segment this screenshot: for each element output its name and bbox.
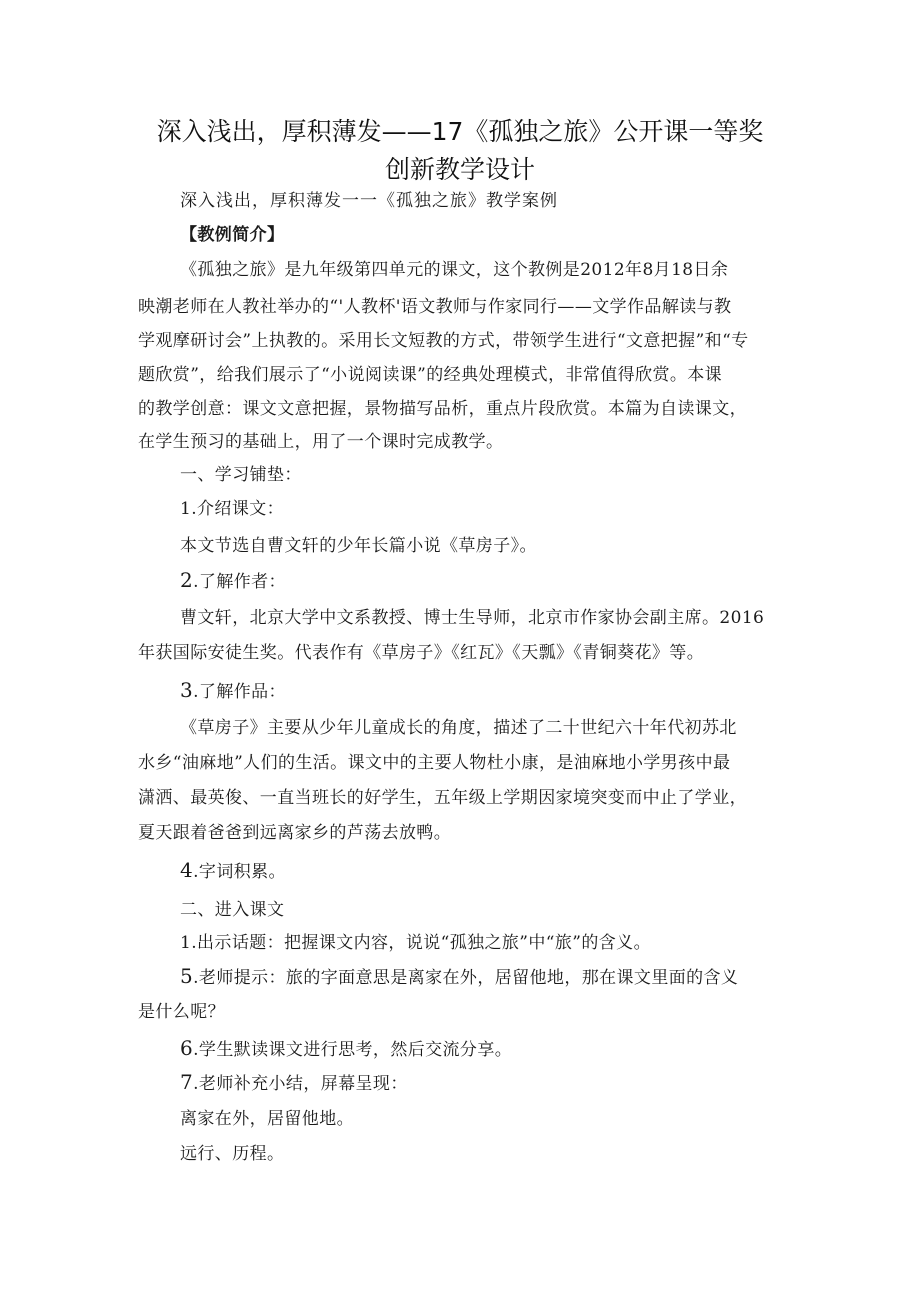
item-2-number: 2 <box>180 568 194 592</box>
item-3-body-line: 水乡“油麻地”人们的生活。课文中的主要人物杜小康，是油麻地小学男孩中最 <box>138 753 731 773</box>
item-3-body-line: 夏天跟着爸爸到远离家乡的芦荡去放鸭。 <box>138 823 452 843</box>
part-one-heading: 一、学习铺垫： <box>180 465 302 485</box>
item-2-body-line: 年获国际安徒生奖。代表作有《草房子》《红瓦》《天瓢》《青铜葵花》等。 <box>138 643 705 663</box>
document-subtitle: 深入浅出，厚积薄发一一《孤独之旅》教学案例 <box>180 191 558 211</box>
item-3-number: 3 <box>180 678 194 702</box>
part-two-heading: 二、进入课文 <box>180 900 285 920</box>
item-4-label: .字词积累。 <box>193 862 286 882</box>
item-6-text: .学生默读课文进行思考，然后交流分享。 <box>193 1040 513 1060</box>
part-two-item-5-continued: 是什么呢？ <box>138 1002 225 1022</box>
item-5-number: 5 <box>180 964 194 988</box>
document-title-line-2: 创新教学设计 <box>384 155 535 184</box>
intro-paragraph-line: 题欣赏”，给我们展示了“小说阅读课”的经典处理模式，非常值得欣赏。本课 <box>138 365 723 385</box>
answer-line-2: 远行、历程。 <box>180 1144 285 1164</box>
item-4-heading <box>180 857 790 885</box>
document-title-line-1: 深入浅出，厚积薄发——17《孤独之旅》公开课一等奖 <box>156 117 764 146</box>
item-1-body: 本文节选自曹文轩的少年长篇小说《草房子》。 <box>180 536 537 556</box>
intro-section-heading: 【教例简介】 <box>180 225 285 245</box>
item-3-label: .了解作品： <box>193 682 286 702</box>
intro-paragraph-line: 在学生预习的基础上，用了一个课时完成教学。 <box>138 432 504 452</box>
intro-paragraph-line: 《孤独之旅》是九年级第四单元的课文，这个教例是2012年8月18日余 <box>180 260 729 280</box>
item-1-heading: 1.介绍课文： <box>180 499 285 519</box>
item-2-label: .了解作者： <box>193 572 286 592</box>
part-two-item-7 <box>180 1069 790 1097</box>
item-5-text: .老师提示：旅的字面意思是离家在外，居留他地，那在课文里面的含义 <box>193 968 739 988</box>
item-3-heading <box>180 677 790 705</box>
intro-paragraph-line: 映潮老师在人教社举办的“'人教杯'语文教师与作家同行——文学作品解读与教 <box>138 297 732 317</box>
item-2-body-line: 曹文轩，北京大学中文系教授、博士生导师，北京市作家协会副主席。2016 <box>180 608 765 628</box>
part-two-item-6 <box>180 1035 790 1063</box>
item-4-number: 4 <box>180 858 194 882</box>
item-3-body-line: 《草房子》主要从少年儿童成长的角度，描述了二十世纪六十年代初苏北 <box>180 718 737 738</box>
answer-line-1: 离家在外，居留他地。 <box>180 1109 354 1129</box>
item-2-heading <box>180 567 790 595</box>
item-3-body-line: 潇洒、最英俊、一直当班长的好学生，五年级上学期因家境突变而中止了学业， <box>138 788 747 808</box>
intro-paragraph-line: 的教学创意：课文文意把握，景物描写品析，重点片段欣赏。本篇为自读课文， <box>138 399 747 419</box>
item-7-text: .老师补充小结，屏幕呈现： <box>193 1074 408 1094</box>
item-6-number: 6 <box>180 1036 194 1060</box>
part-two-item-5 <box>180 963 790 991</box>
intro-paragraph-line: 学观摩研讨会”上执教的。采用长文短教的方式，带领学生进行“文意把握”和“专 <box>138 331 749 351</box>
part-two-item-1: 1.出示话题：把握课文内容，说说“孤独之旅”中“旅”的含义。 <box>180 933 651 953</box>
item-7-number: 7 <box>180 1070 194 1094</box>
